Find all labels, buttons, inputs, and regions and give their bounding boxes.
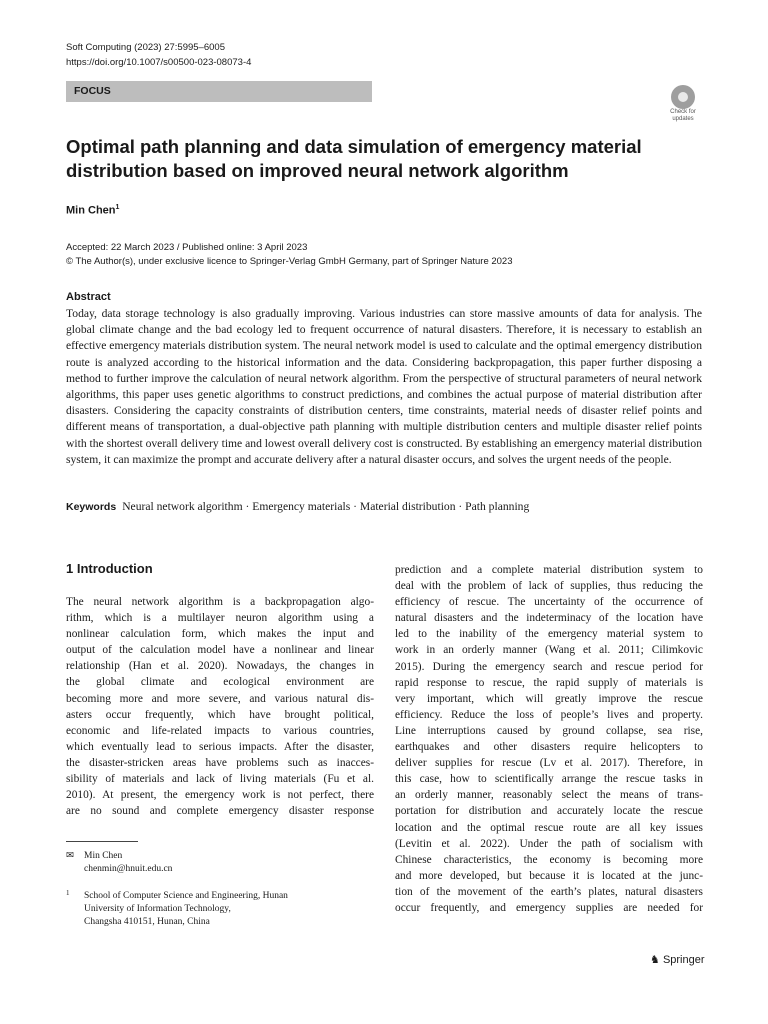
intro-left-line: which eventually lead to serious impacts. After the disaster,: [66, 740, 374, 753]
doi-link[interactable]: https://doi.org/10.1007/s00500-023-08073-4: [66, 57, 252, 68]
intro-right-line: location and the optimal rescue route are all key issues: [395, 821, 703, 834]
intro-right-line: led to the inability of the emergency material system to: [395, 628, 703, 641]
springer-horse-icon: ♞: [650, 954, 660, 966]
intro-left-line: asters occur frequently, which have brought political,: [66, 708, 374, 721]
intro-right-line: efficiency. Reduce the loss of people’s lives and property.: [395, 708, 703, 721]
intro-left-line: nonlinear calculation form, which makes the input and: [66, 628, 374, 641]
intro-right-line: earthquakes and other disasters require helicopters to: [395, 741, 703, 754]
intro-right-line: occur frequently, and emergency supplies are needed for: [395, 901, 703, 914]
intro-right-line: Chinese characteristics, the economy is becoming more: [395, 853, 703, 866]
intro-right-line: rapid response to rescue, the rapid supply of materials is: [395, 676, 703, 689]
intro-left-line: output of the calculation model have a nonlinear and linear: [66, 644, 374, 657]
intro-right-line: this case, how to scientifically arrange the rescue tasks in: [395, 773, 703, 786]
envelope-icon: ✉: [66, 851, 74, 861]
footnote-rule: [66, 841, 138, 842]
intro-left-line: becoming more and more severe, and various natural dis-: [66, 692, 374, 705]
intro-right-line: prediction and a complete material distribution system to: [395, 564, 703, 576]
intro-right-line: tion of the movement of the earth’s plates, natural disasters: [395, 885, 703, 898]
check-updates-icon: [671, 85, 695, 109]
intro-left-line: The neural network algorithm is a backpropagation algo-: [66, 596, 374, 608]
publisher-logo: ♞ Springer: [650, 954, 705, 966]
journal-citation: Soft Computing (2023) 27:5995–6005: [66, 42, 225, 53]
keywords-list: Neural network algorithm · Emergency materials · Material distribution · Path planning: [122, 500, 530, 513]
intro-right-line: (Levitin et al. 2022). Under the path of socialism with: [395, 837, 703, 850]
intro-left-line: economic and life-related impacts to various countries,: [66, 724, 374, 737]
intro-right-line: very important, which will greatly improve the rescue: [395, 692, 703, 705]
intro-right-line: portation for distribution and accurately locate the rescue: [395, 805, 703, 818]
abstract-text: Today, data storage technology is also gradually improving. Various industries can store massive amounts of data for analysis. The global climate change and the bad ecology led to frequent occurrence of natural disasters. Therefore, it is necessary to establish an effective emergency materials distribution system. The neural network model is used to calculate and the optimal emergency distribution route is analyzed according to the historical information and the data. Considering backpropagation, this paper further disposing a method to further improve the calculation of neural network algorithm. From the perspective of structural parameters of neural network algorithms, this paper uses genetic algorithms to construct predictions, and combines the actual purpose of material distribution after disasters. Considering the capacity constraints of distribution centers, time constraints, material needs of disaster relief points and different means of transportation, a dual-objective path planning with multiple distribution centers and multiple disaster relief points with the shortest overall delivery time and lowest overall delivery cost is constructed. By establishing an emergency material distribution system, it can maximize the prompt and accurate delivery after a natural disaster occurs, and solves the urgent needs of the people.: [66, 307, 702, 466]
intro-left-line: the disaster-stricken areas have problems such as inacces-: [66, 756, 374, 769]
intro-right-column: [395, 562, 703, 916]
author-email[interactable]: chenmin@hnuit.edu.cn: [84, 864, 173, 874]
section-heading-introduction: 1 Introduction: [66, 561, 153, 576]
paper-title: Optimal path planning and data simulation of emergency material distribution based on improved neural network algorithm: [66, 136, 642, 181]
affiliation: School of Computer Science and Engineering, Hunan University of Information Technology, Changsha 410151, Hunan, China: [84, 891, 288, 927]
intro-left-line: sibility of materials and lack of living materials (Fu et al.: [66, 773, 374, 786]
check-for-updates-badge[interactable]: Check for updates: [664, 85, 702, 123]
intro-left-line: the global climate and ecological environment are: [66, 676, 374, 689]
intro-right-line: deliver supplies for rescue (Lv et al. 2017). Therefore, in: [395, 757, 703, 770]
publication-dates: Accepted: 22 March 2023 / Published online: 3 April 2023 © The Author(s), under exclusive licence to Springer-Verlag GmbH Germany, part of Springer Nature 2023: [66, 242, 513, 267]
intro-right-line: deal with the problem of lack of supplies, thus reducing the: [395, 580, 703, 593]
author-name: Min Chen$^1$: [66, 204, 120, 217]
intro-left-line: relationship (Han et al. 2020). Nowadays, the changes in: [66, 660, 374, 673]
intro-right-line: natural disasters and the indeterminacy of the location have: [395, 612, 703, 625]
intro-right-line: work in an orderly manner (Wang et al. 2011; Cilimkovic: [395, 644, 703, 657]
section-label: FOCUS: [74, 85, 111, 97]
intro-left-line: rithm, which is a multilayer neuron algorithm using a: [66, 612, 374, 625]
intro-left-line: 2010). At present, the emergency work is not perfect, there: [66, 789, 374, 802]
intro-left-line: are no sound and complete emergency disaster response: [66, 805, 374, 818]
intro-right-line: an orderly manner, reasonably select the means of trans-: [395, 789, 703, 802]
intro-left-column: [66, 594, 374, 819]
journal-meta: [66, 40, 251, 70]
corresponding-author: Min Chen chenmin@hnuit.edu.cn: [84, 851, 173, 874]
intro-right-line: efficiency of rescue. The uncertainty of the occurrence of: [395, 596, 703, 609]
intro-right-line: 2015). During the emergency search and rescue period for: [395, 660, 703, 673]
section-label-bar: [66, 81, 372, 102]
keywords: [66, 500, 529, 513]
keywords-label: Keywords: [66, 501, 117, 513]
intro-right-line: and more developed, but because it is located at the junc-: [395, 869, 703, 882]
abstract-heading: Abstract: [66, 291, 111, 303]
intro-right-line: Line interruptions caused by ground collapse, sea rise,: [395, 724, 703, 737]
affiliation-number: 1: [66, 889, 70, 897]
